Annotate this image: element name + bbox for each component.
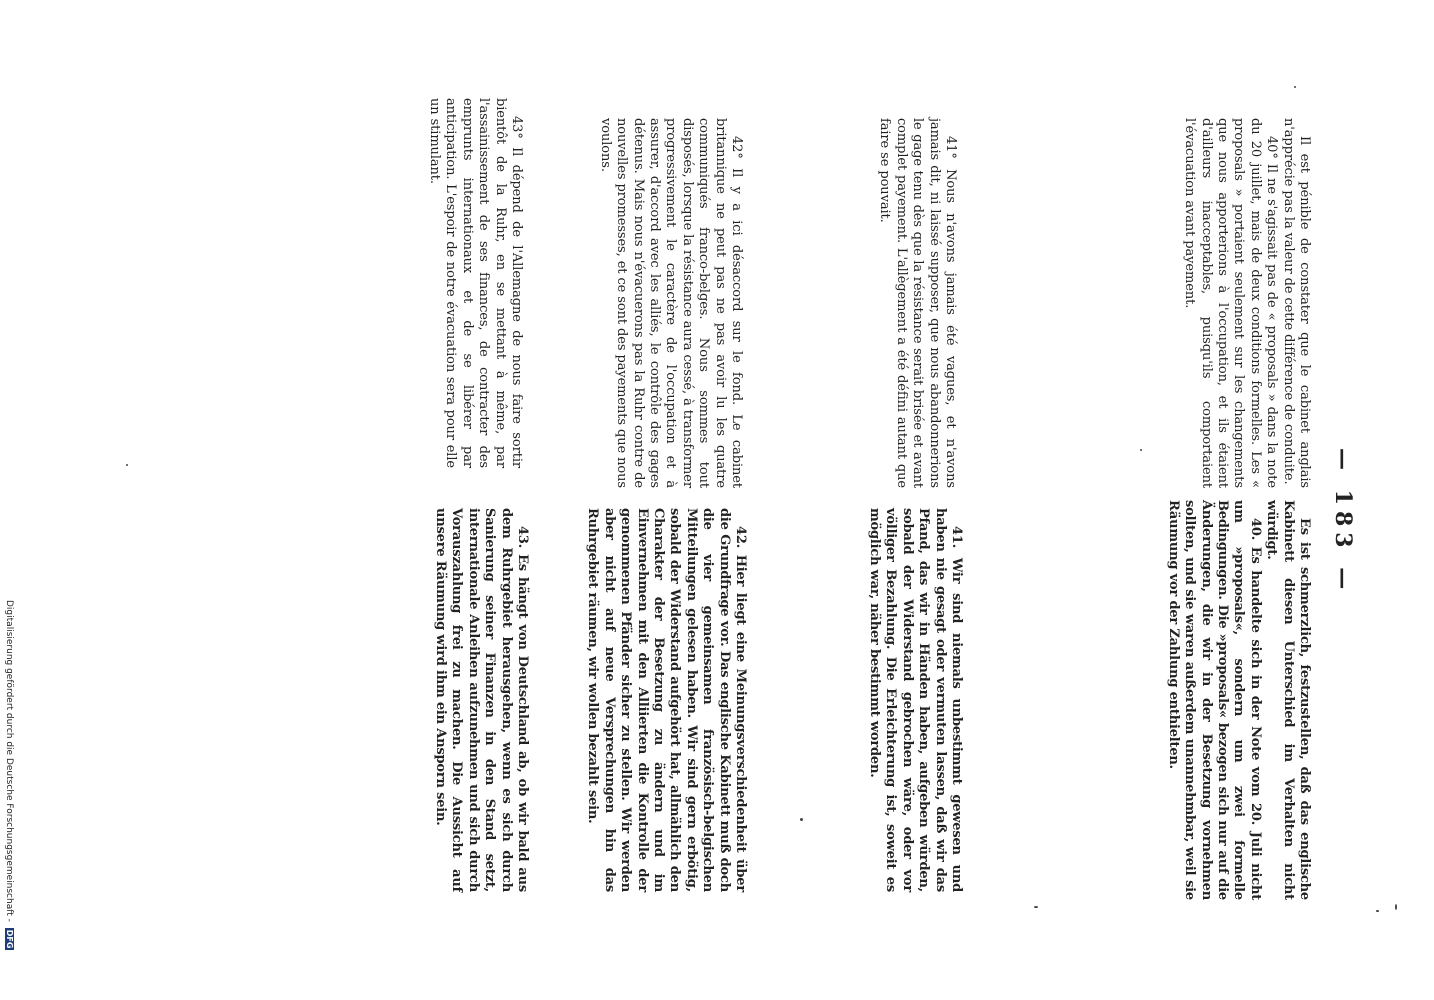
scan-speck bbox=[1395, 904, 1397, 910]
scan-speck bbox=[1376, 910, 1379, 912]
scan-speck bbox=[126, 464, 128, 466]
french-paragraph: 43° Il dépend de l'Allemagne de nous faire sortir bientôt de la Ruhr, en se mettant à même, par l'assainissement de ses finances, de contracter des emprunts internationaux et de se libérer par anticipation. L'espoir de notre évacuation sera pour elle un stimulant. bbox=[426, 98, 524, 468]
german-paragraph: 42. Hier liegt eine Meinungsverschiedenheit über die Grundfrage vor. Das englische Kabinett muß doch die vier gemeinsamen französisch-belgischen Mitteilungen gelesen haben. Wir sind gern erbötig, sobald der Widerstand aufgehört hat, allmählich den Charakter der Besetzung zu ändern und im Einvernehmen mit den Alliierten die Kontrolle der genommenen Pfänder sicher zu stellen. Wir werden aber nicht auf neue Versprechungen hin das Ruhrgebiet räumen, wir wollen bezahlt sein. bbox=[585, 508, 748, 892]
digitization-footer bbox=[4, 600, 14, 950]
scan-speck bbox=[1034, 906, 1038, 908]
footer-text: Digitalisierung gefördert durch die Deutsche Forschungsgemeinschaft - bbox=[4, 600, 14, 922]
french-column-2 bbox=[876, 118, 958, 488]
german-paragraph: Es ist schmerzlich, festzustellen, daß das englische Kabinett diesen Unterschied im Verhalten nicht würdigt. bbox=[1264, 500, 1312, 900]
french-column-3 bbox=[596, 118, 744, 488]
french-paragraph: 42° Il y a ici désaccord sur le fond. Le cabinet britannique ne peut pas ne pas avoir lu les quatre communiqués franco-belges. Nous sommes tout disposés, lorsque la résistance aura cessé, à transformer progressivement le caractère de l'occupation et à assurer, d'accord avec les alliés, le contrôle des gages détenus. Mais nous n'évacuerons pas la Ruhr contre de nouvelles promesses, et ce sont des payements que nous voulons. bbox=[597, 118, 744, 488]
german-column-3 bbox=[584, 508, 748, 892]
scan-speck bbox=[800, 818, 803, 821]
scan-speck bbox=[1140, 449, 1142, 451]
german-paragraph: 41. Wir sind niemals unbestimmt gewesen und haben nie gesagt oder vermuten lassen, daß wir das Pfand, das wir in Händen haben, aufgeben würden, sobald der Widerstand gebrochen wäre, oder vor völliger Bezahlung. Die Erleichterung ist, soweit es möglich war, näher bestimmt worden. bbox=[866, 508, 964, 892]
page-number: — 183 — bbox=[1330, 448, 1356, 596]
french-paragraph: 40° Il ne s'agissait pas de « proposals » dans la note du 20 juillet, mais de deux conditions formelles. Les « proposals » portaient seulement sur les changements que nous apporterions à l'occupation, et ils étaient d'ailleurs inacceptables, puisqu'ils comportaient l'évacuation avant payement. bbox=[1182, 118, 1280, 488]
scan-speck bbox=[1294, 86, 1296, 88]
german-column-4 bbox=[432, 508, 530, 892]
french-paragraph: Il est pénible de constater que le cabinet anglais n'apprécie pas la valeur de cette différence de conduite. bbox=[1280, 118, 1312, 488]
dfg-logo: DFG bbox=[5, 929, 14, 949]
french-column-1 bbox=[1181, 118, 1312, 488]
german-paragraph: 40. Es handelte sich in der Note vom 20. Juli nicht um »proposals«, sondern um zwei formelle Bedingungen. Die »proposals« bezogen sich nur auf die Änderungen, die wir in der Besetzung vornehmen sollten, und sie waren außerdem unannehmbar, weil sie Räumung vor der Zahlung enthielten. bbox=[1165, 500, 1263, 900]
german-paragraph: 43. Es hängt von Deutschland ab, ob wir bald aus dem Ruhrgebiet herausgehen, wenn es sich durch Sanierung seiner Finanzen in den Stand setzt, internationale Anleihen aufzunehmen und sich durch Vorauszahlung frei zu machen. Die Aussicht auf unsere Räumung wird ihm ein Ansporn sein. bbox=[432, 508, 530, 892]
german-column-2 bbox=[866, 508, 964, 892]
german-column-1 bbox=[1164, 500, 1312, 900]
french-column-4 bbox=[426, 98, 524, 468]
french-paragraph: 41° Nous n'avons jamais été vagues, et n'avons jamais dit, ni laissé supposer, que nous abandonnerions le gage tenu dès que la résistance serait brisée et avant complet payement. L'allègement a été défini autant que faire se pouvait. bbox=[877, 118, 958, 488]
